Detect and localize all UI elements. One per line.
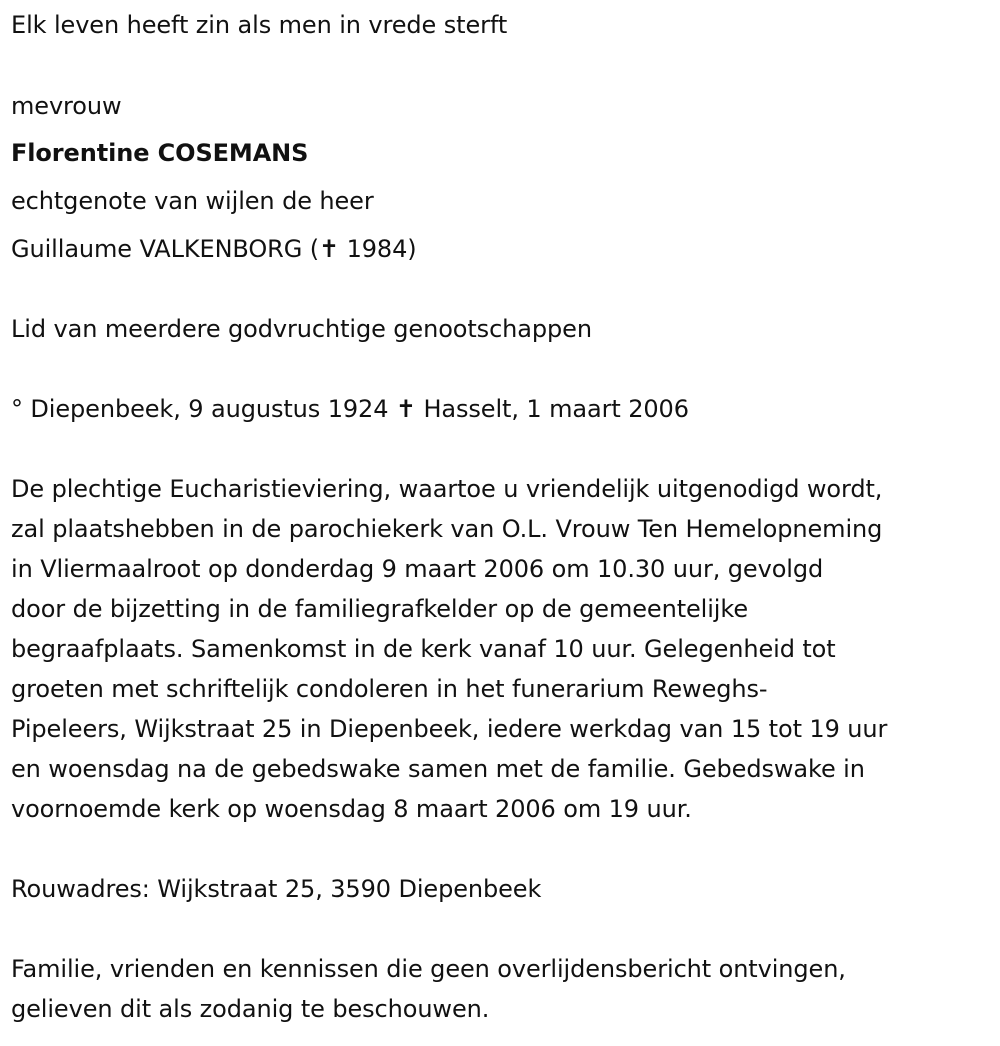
spouse-line: Guillaume VALKENBORG (✝ 1984)	[11, 235, 417, 263]
closing-paragraph	[11, 949, 993, 1029]
ceremony-line: door de bijzetting in de familiegrafkelder op de gemeentelijke	[11, 595, 748, 623]
ceremony-line: voornoemde kerk op woensdag 8 maart 2006 om 19 uur.	[11, 795, 692, 823]
ceremony-line: De plechtige Eucharistieviering, waartoe u vriendelijk uitgenodigd wordt,	[11, 475, 883, 503]
membership-line: Lid van meerdere godvruchtige genootschappen	[11, 315, 592, 343]
motto: Elk leven heeft zin als men in vrede sterft	[11, 11, 508, 39]
ceremony-line: zal plaatshebben in de parochiekerk van O.L. Vrouw Ten Hemelopneming	[11, 515, 883, 543]
deceased-name: Florentine COSEMANS	[11, 139, 309, 167]
birth-death-line: ° Diepenbeek, 9 augustus 1924 ✝ Hasselt, 1 maart 2006	[11, 395, 689, 423]
closing-line: gelieven dit als zodanig te beschouwen.	[11, 995, 490, 1023]
closing-line: Familie, vrienden en kennissen die geen overlijdensbericht ontvingen,	[11, 955, 846, 983]
relation-line: echtgenote van wijlen de heer	[11, 187, 374, 215]
ceremony-paragraph	[11, 469, 993, 829]
ceremony-line: Pipeleers, Wijkstraat 25 in Diepenbeek, iedere werkdag van 15 tot 19 uur	[11, 715, 888, 743]
mourning-address: Rouwadres: Wijkstraat 25, 3590 Diepenbeek	[11, 875, 542, 903]
ceremony-line: begraafplaats. Samenkomst in de kerk vanaf 10 uur. Gelegenheid tot	[11, 635, 836, 663]
title-prefix: mevrouw	[11, 92, 122, 120]
ceremony-line: en woensdag na de gebedswake samen met de familie. Gebedswake in	[11, 755, 865, 783]
ceremony-line: in Vliermaalroot op donderdag 9 maart 2006 om 10.30 uur, gevolgd	[11, 555, 824, 583]
ceremony-line: groeten met schriftelijk condoleren in het funerarium Reweghs-	[11, 675, 768, 703]
